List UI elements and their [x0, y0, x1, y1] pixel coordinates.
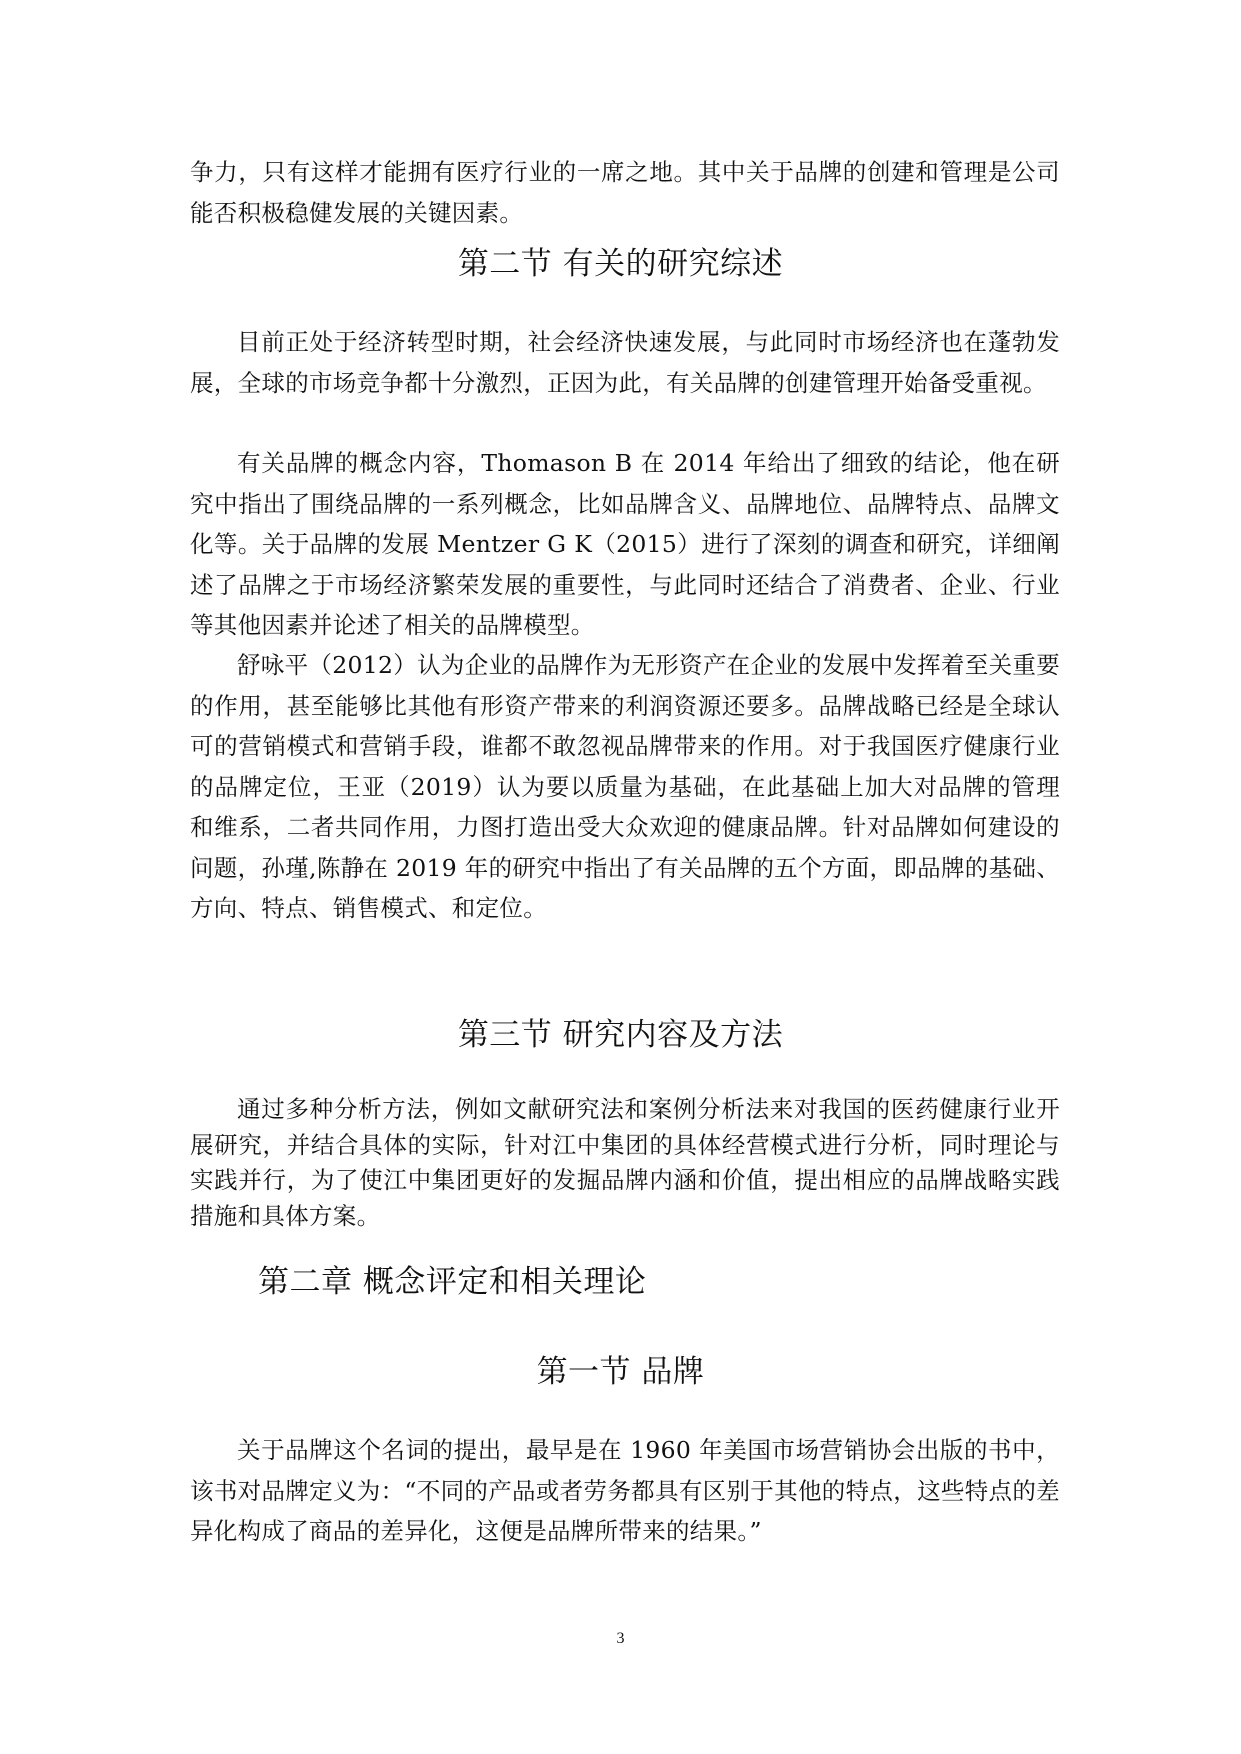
page-number: 3 — [616, 1630, 625, 1647]
paragraph-brand-definition: 关于品牌这个名词的提出，最早是在 1960 年美国市场营销协会出版的书中，该书对品牌定义为：“不同的产品或者劳务都具有区别于其他的特点，这些特点的差异化构成了商品的差异化，这便是品牌所带来的结果。” — [190, 1436, 1060, 1545]
paragraph-brand-concept: 有关品牌的概念内容，Thomason B 在 2014 年给出了细致的结论，他在研究中指出了围绕品牌的一系列概念，比如品牌含义、品牌地位、品牌特点、品牌文化等。关于品牌的发展 Mentzer G K（2015）进行了深刻的调查和研究，详细阐述了品牌之于市场经济繁荣发展的重要性，与此同时还结合了消费者、企业、行业等其他因素并论述了相关的品牌模型。 — [190, 449, 1060, 639]
section-heading-brand: 第一节 品牌 — [536, 1354, 705, 1390]
paragraph-brand-strategy: 舒咏平（2012）认为企业的品牌作为无形资产在企业的发展中发挥着至关重要的作用，甚至能够比其他有形资产带来的利润资源还要多。品牌战略已经是全球认可的营销模式和营销手段，谁都不敢忽视品牌带来的作用。对于我国医疗健康行业的品牌定位，王亚（2019）认为要以质量为基础，在此基础上加大对品牌的管理和维系，二者共同作用，力图打造出受大众欢迎的健康品牌。针对品牌如何建设的问题，孙瑾,陈静在 2019 年的研究中指出了有关品牌的五个方面，即品牌的基础、方向、特点、销售模式、和定位。 — [190, 651, 1060, 922]
section-heading-research-review: 第二节 有关的研究综述 — [457, 246, 784, 282]
paragraph-methods: 通过多种分析方法，例如文献研究法和案例分析法来对我国的医药健康行业开展研究，并结合具体的实际，针对江中集团的具体经营模式进行分析，同时理论与实践并行，为了使江中集团更好的发掘品牌内涵和价值，提出相应的品牌战略实践措施和具体方案。 — [190, 1095, 1060, 1230]
chapter-heading-concepts: 第二章 概念评定和相关理论 — [258, 1264, 647, 1300]
paragraph-continuation: 争力，只有这样才能拥有医疗行业的一席之地。其中关于品牌的创建和管理是公司能否积极稳健发展的关键因素。 — [190, 158, 1060, 227]
paragraph-economic-transition: 目前正处于经济转型时期，社会经济快速发展，与此同时市场经济也在蓬勃发展，全球的市场竞争都十分激烈，正因为此，有关品牌的创建管理开始备受重视。 — [190, 328, 1060, 397]
section-heading-content-methods: 第三节 研究内容及方法 — [457, 1017, 784, 1053]
